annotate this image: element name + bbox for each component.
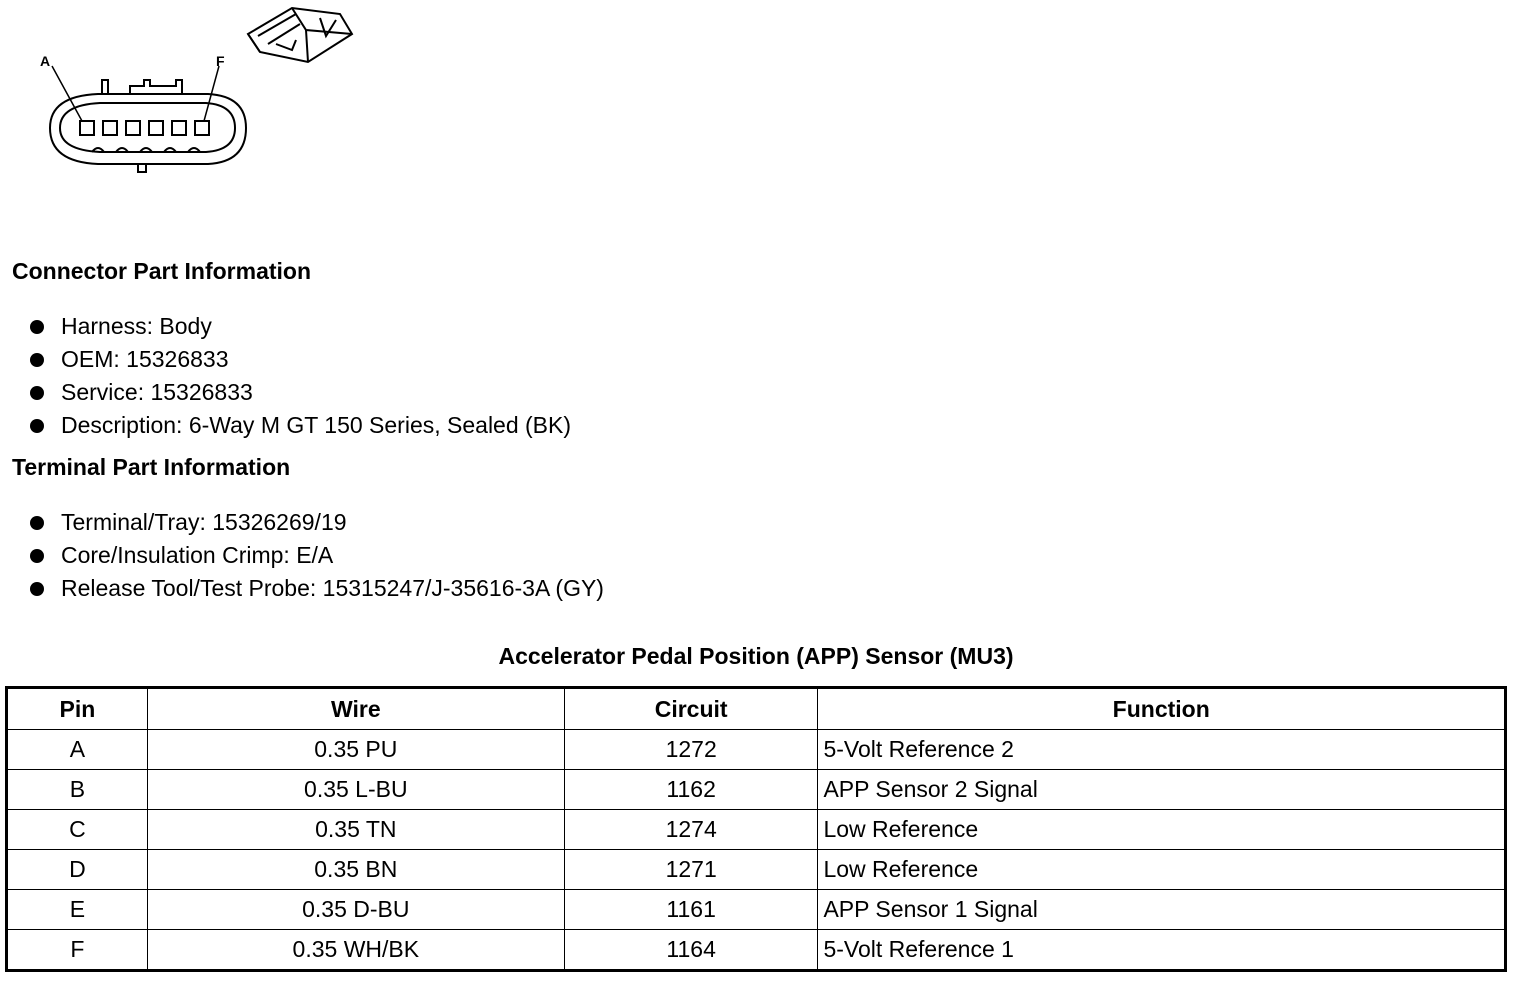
cell-function: Low Reference	[818, 850, 1506, 890]
connector-info-item-service: Service: 15326833	[28, 376, 571, 409]
connector-section-title: Connector Part Information	[12, 258, 312, 284]
cell-pin: D	[7, 850, 148, 890]
cell-circuit: 1162	[564, 770, 818, 810]
terminal-section-title: Terminal Part Information	[12, 454, 291, 480]
cell-circuit: 1161	[564, 890, 818, 930]
connector-diagram	[30, 0, 370, 185]
table-row	[7, 770, 1506, 810]
cell-wire: 0.35 BN	[147, 850, 564, 890]
terminal-info-item-tool: Release Tool/Test Probe: 15315247/J-35616-3A (GY)	[28, 572, 604, 605]
table-row	[7, 850, 1506, 890]
connector-info-item-description: Description: 6-Way M GT 150 Series, Sealed (BK)	[28, 409, 571, 442]
header-pin: Pin	[7, 688, 148, 730]
cell-wire: 0.35 L-BU	[147, 770, 564, 810]
cell-function: 5-Volt Reference 1	[818, 930, 1506, 971]
connector-info-item-oem: OEM: 15326833	[28, 343, 571, 376]
terminal-info-list	[28, 506, 604, 605]
table-title: Accelerator Pedal Position (APP) Sensor (MU3)	[498, 643, 1014, 669]
pin-f-label: F	[216, 53, 225, 69]
cell-wire: 0.35 D-BU	[147, 890, 564, 930]
cell-pin: F	[7, 930, 148, 971]
terminal-info-item-tray: Terminal/Tray: 15326269/19	[28, 506, 604, 539]
cell-wire: 0.35 PU	[147, 730, 564, 770]
cell-pin: B	[7, 770, 148, 810]
cell-function: APP Sensor 2 Signal	[818, 770, 1506, 810]
header-function: Function	[818, 688, 1506, 730]
cell-function: APP Sensor 1 Signal	[818, 890, 1506, 930]
cell-pin: C	[7, 810, 148, 850]
cell-wire: 0.35 TN	[147, 810, 564, 850]
cell-circuit: 1274	[564, 810, 818, 850]
cell-function: 5-Volt Reference 2	[818, 730, 1506, 770]
table-row	[7, 890, 1506, 930]
header-circuit: Circuit	[564, 688, 818, 730]
cell-function: Low Reference	[818, 810, 1506, 850]
cell-pin: A	[7, 730, 148, 770]
cell-circuit: 1271	[564, 850, 818, 890]
pin-a-label: A	[40, 53, 51, 69]
header-wire: Wire	[147, 688, 564, 730]
cell-circuit: 1164	[564, 930, 818, 971]
cell-wire: 0.35 WH/BK	[147, 930, 564, 971]
terminal-info-item-crimp: Core/Insulation Crimp: E/A	[28, 539, 604, 572]
table-row	[7, 930, 1506, 971]
connector-info-item-harness: Harness: Body	[28, 310, 571, 343]
pinout-table	[5, 686, 1507, 972]
cell-circuit: 1272	[564, 730, 818, 770]
table-header-row	[7, 688, 1506, 730]
table-row	[7, 810, 1506, 850]
connector-info-list	[28, 310, 571, 442]
table-row	[7, 730, 1506, 770]
cell-pin: E	[7, 890, 148, 930]
